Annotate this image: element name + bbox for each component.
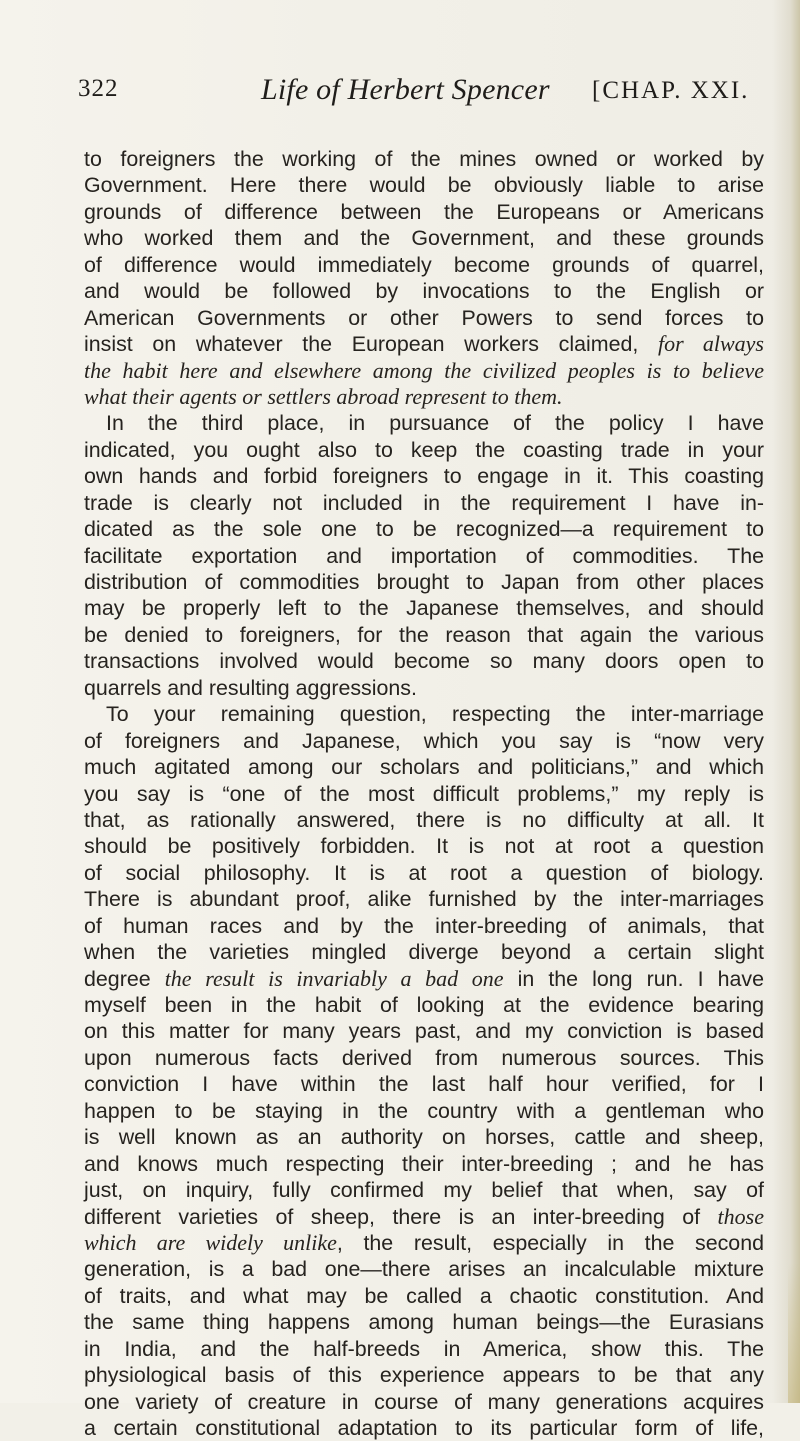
text-line: in India, and the half-breeds in America, show this. The (84, 1336, 764, 1361)
text-line: transactions involved would become so many doors open to (84, 649, 764, 674)
body-text (84, 146, 764, 1441)
text-line: conviction I have within the last half hour verified, for I (84, 1072, 764, 1097)
text-line: the same thing happens among human beings—the Eurasians (84, 1310, 764, 1335)
italic-text-segment: which are widely unlike (84, 1229, 337, 1255)
italic-text-segment: the habit here and elsewhere among the civilized peoples is to believe (84, 357, 764, 383)
text-line: who worked them and the Government, and these grounds (84, 226, 764, 251)
text-line: own hands and forbid foreigners to engage in it. This coasting (84, 464, 764, 489)
text-line: physiological basis of this experience appears to be that any (84, 1363, 764, 1388)
text-line: myself been in the habit of looking at the evidence bearing (84, 993, 764, 1017)
text-segment: , the result, especially in the second (336, 1230, 764, 1255)
text-line: happen to be staying in the country with a gentleman who (84, 1098, 764, 1123)
text-line: to foreigners the working of the mines owned or worked by (84, 147, 764, 171)
italic-text-segment: for always (657, 331, 764, 357)
text-line: generation, is a bad one—there arises an incalculable mixture (84, 1257, 764, 1282)
text-line (84, 1230, 764, 1256)
text-line: quarrels and resulting aggressions. (84, 675, 417, 700)
text-line: of social philosophy. It is at root a question of biology. (84, 860, 764, 885)
page-corner-tint (788, 1263, 800, 1403)
text-line (84, 331, 764, 357)
text-line: much agitated among our scholars and politicians,” and which (84, 755, 764, 780)
text-segment: degree (84, 966, 165, 991)
text-line: may be properly left to the Japanese themselves, and should (84, 596, 764, 621)
text-line (84, 1204, 764, 1230)
text-line: To your remaining question, respecting the inter-marriage (106, 702, 764, 727)
text-line (84, 966, 764, 992)
text-line: American Governments or other Powers to send forces to (84, 305, 764, 330)
text-line: of difference would immediately become grounds of quarrel, (84, 252, 764, 277)
text-line (84, 358, 764, 384)
text-line: upon numerous facts derived from numerous sources. This (84, 1045, 764, 1070)
text-line: is well known as an authority on horses, cattle and sheep, (84, 1125, 764, 1150)
text-line: of human races and by the inter-breeding of animals, that (84, 913, 764, 938)
text-line: just, on inquiry, fully confirmed my belief that when, say of (84, 1178, 764, 1203)
text-segment: insist on whatever the European workers claimed, (84, 332, 658, 357)
text-line: of foreigners and Japanese, which you say is “now very (84, 728, 764, 753)
text-line: you say is “one of the most difficult problems,” my reply is (84, 781, 764, 806)
text-line: of traits, and what may be called a chaotic constitution. And (84, 1283, 764, 1308)
text-line: and knows much respecting their inter-breeding ; and he has (84, 1151, 764, 1176)
text-line: that, as rationally answered, there is no difficulty at all. It (84, 807, 764, 832)
text-line: Government. Here there would be obviously liable to arise (84, 173, 764, 198)
text-line: one variety of creature in course of many generations acquires (84, 1389, 764, 1414)
text-line: and would be followed by invocations to the English or (84, 279, 764, 304)
text-line: dicated as the sole one to be recognized—a requirement to (84, 517, 764, 542)
italic-text-segment: those (717, 1203, 764, 1229)
text-line: distribution of commodities brought to Japan from other places (84, 570, 764, 594)
text-line: should be positively forbidden. It is not at root a question (84, 834, 764, 859)
text-line: facilitate exportation and importation of commodities. The (84, 543, 764, 568)
page-number: 322 (78, 75, 119, 102)
chapter-reference: [CHAP. XXI. (592, 77, 750, 104)
text-line: on this matter for many years past, and my conviction is based (84, 1019, 764, 1044)
text-line: trade is clearly not included in the requirement I have in- (84, 490, 764, 515)
page-edge-shadow (772, 0, 800, 1403)
text-segment: in the long run. I have (503, 966, 764, 991)
text-line (84, 384, 764, 410)
text-line: be denied to foreigners, for the reason that again the various (84, 622, 764, 647)
text-line: when the varieties mingled diverge beyond a certain slight (84, 940, 764, 965)
text-line: In the third place, in pursuance of the policy I have (106, 411, 764, 436)
text-line: grounds of difference between the Europeans or Americans (84, 199, 764, 224)
text-line: a certain constitutional adaptation to its particular form of life, (84, 1416, 764, 1440)
text-line: indicated, you ought also to keep the coasting trade in your (84, 437, 764, 462)
italic-text-segment: the result is invariably a bad one (164, 965, 504, 991)
running-title: Life of Herbert Spencer (261, 73, 550, 106)
page-header (78, 75, 768, 119)
text-line: There is abundant proof, alike furnished by the inter-marriages (84, 887, 764, 912)
text-segment: different varieties of sheep, there is an inter-breeding of (84, 1204, 718, 1229)
italic-text-segment: what their agents or settlers abroad represent to them. (84, 383, 563, 409)
